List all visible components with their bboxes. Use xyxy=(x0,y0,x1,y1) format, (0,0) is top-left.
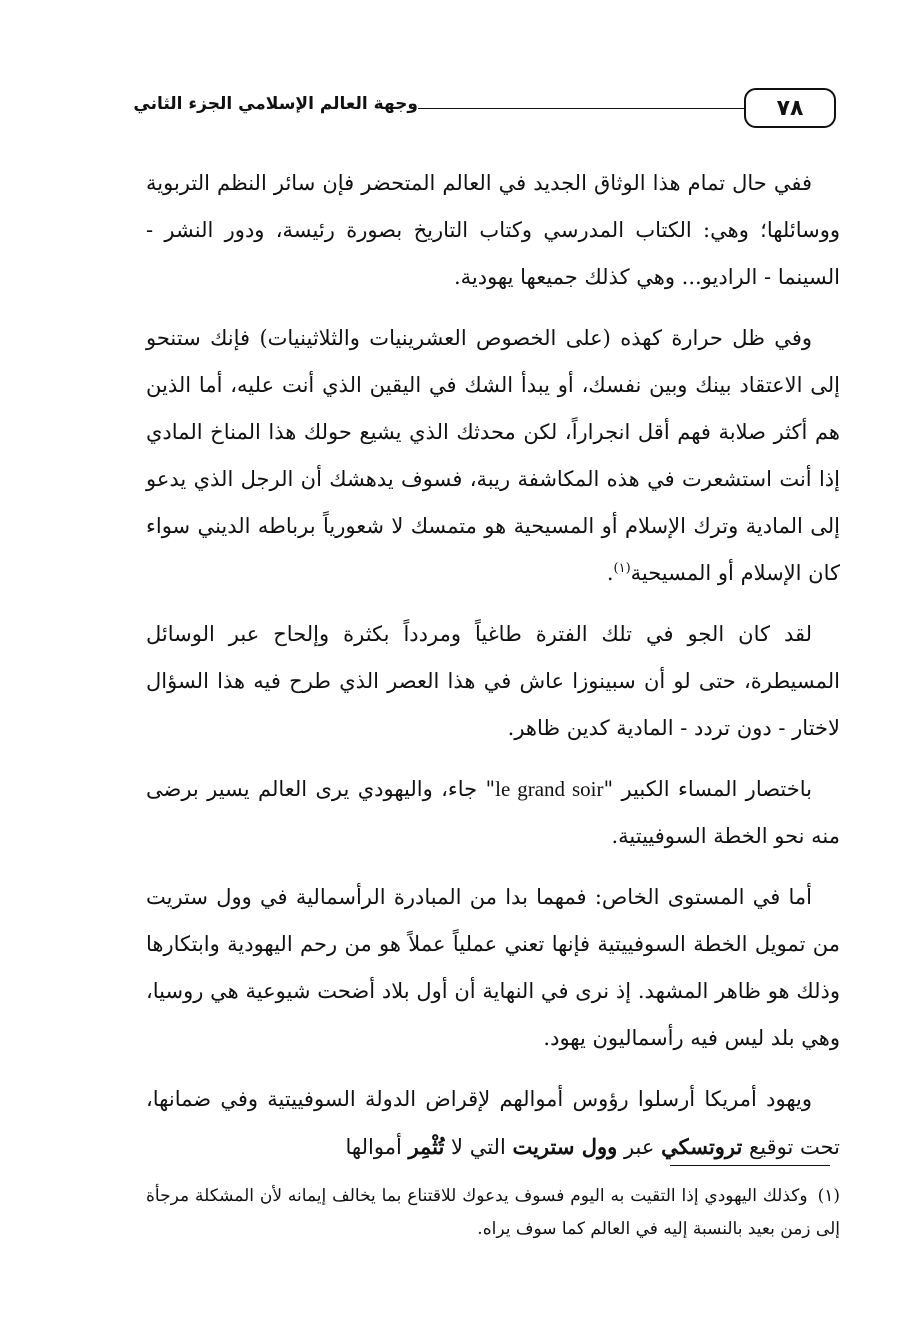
french-phrase: le grand soir xyxy=(495,777,604,801)
paragraph-4 xyxy=(146,766,840,860)
word-tuthmir: تُثْمِر xyxy=(408,1134,445,1159)
name-wall-street: وول ستريت xyxy=(512,1134,618,1159)
header-rule xyxy=(418,108,744,109)
paragraph-5: أما في المستوى الخاص: فمهما بدا من المبادرة الرأسمالية في وول ستريت من تمويل الخطة السوفييتية فإنها تعني عملياً عملاً هو من رحم اليهودية وابتكارها وذلك هو ظاهر المشهد. إذ نرى في النهاية أن أول بلاد أضحت شيوعية هي روسيا، وهي بلد ليس فيه رأسماليون يهود. xyxy=(146,885,840,1050)
paragraph-2-end: . xyxy=(606,561,614,585)
body-text xyxy=(146,160,840,1185)
paragraph-2-text: وفي ظل حرارة كهذه (على الخصوص العشرينيات والثلاثينيات) فإنك ستنحو إلى الاعتقاد بينك وبين نفسك، أو يبدأ الشك في اليقين الذي أنت عليه، أما الذين هم أكثر صلابة فهم أقل انجراراً، لكن محدثك الذي يشيع حولك هذا المناخ المادي إذا أنت استشعرت في هذه المكاشفة ريبة، فسوف يدهشك أن الرجل الذي يدعو إلى المادية وترك الإسلام أو المسيحية هو متمسك لا شعورياً برباطه الديني سواء كان الإسلام أو المسيحية xyxy=(146,326,840,585)
footnote xyxy=(146,1180,840,1246)
footnote-text: وكذلك اليهودي إذا التقيت به اليوم فسوف يدعوك للاقتناع بما يخالف إيمانه لأن المشكلة مرجأة إلى زمن بعيد بالنسبة إليه في العالم كما سوف يراه. xyxy=(146,1186,840,1239)
page-number: ٧٨ xyxy=(744,88,836,128)
name-trotsky: تروتسكي xyxy=(661,1134,743,1159)
paragraph-6-mid-1: عبر xyxy=(617,1135,662,1159)
book-title: وجهة العالم الإسلامي الجزء الثاني xyxy=(133,94,418,114)
paragraph-6-mid-2: التي لا xyxy=(444,1135,513,1159)
paragraph-6 xyxy=(146,1076,840,1171)
paragraph-4-start: باختصار المساء الكبير " xyxy=(603,777,812,801)
footnote-marker: (١) xyxy=(817,1186,840,1206)
footnote-reference: (١) xyxy=(613,561,631,576)
paragraph-2 xyxy=(146,315,840,597)
paragraph-3: لقد كان الجو في تلك الفترة طاغياً ومردداً بكثرة وإلحاح عبر الوسائل المسيطرة، حتى لو أن سبينوزا عاش في هذا العصر الذي طرح فيه هذا السؤال لاختار - دون تردد - المادية كدين ظاهر. xyxy=(146,622,840,740)
paragraph-4-end: " جاء، واليهودي يرى العالم يسير برضى منه نحو الخطة السوفييتية. xyxy=(146,777,840,848)
paragraph-6-end: أموالها xyxy=(345,1135,409,1159)
paragraph-1: ففي حال تمام هذا الوثاق الجديد في العالم المتحضر فإن سائر النظم التربوية ووسائلها؛ وهي: الكتاب المدرسي وكتاب التاريخ بصورة رئيسة، ودور النشر - السينما - الراديو... وهي كذلك جميعها يهودية. xyxy=(146,171,840,289)
footnote-separator xyxy=(670,1165,830,1166)
paragraph-6-start: ويهود أمريكا أرسلوا رؤوس أموالهم لإقراض الدولة السوفييتية وفي ضمانها، تحت توقيع xyxy=(146,1087,840,1159)
running-header xyxy=(133,88,836,132)
